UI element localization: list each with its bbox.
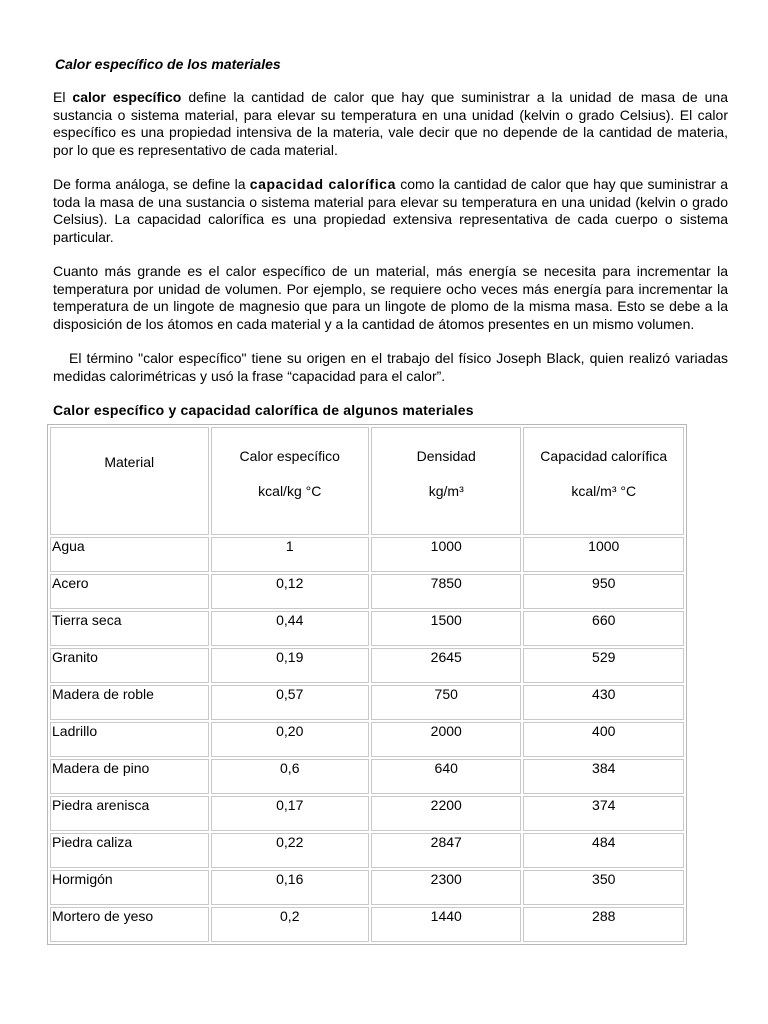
header-label: Material: [104, 454, 155, 470]
cell-material: Granito: [50, 648, 209, 683]
cell-densidad: 750: [371, 685, 521, 720]
cell-calor-especifico: 0,57: [211, 685, 370, 720]
document-page: [53, 56, 728, 945]
table-row: [50, 611, 684, 646]
bold-term: calor específico: [72, 89, 182, 105]
cell-calor-especifico: 0,19: [211, 648, 370, 683]
cell-material: Madera de roble: [50, 685, 209, 720]
table-row: [50, 796, 684, 831]
cell-capacidad-calorifica: 430: [523, 685, 684, 720]
table-row: [50, 537, 684, 572]
cell-calor-especifico: 0,16: [211, 870, 370, 905]
cell-calor-especifico: 0,20: [211, 722, 370, 757]
cell-material: Hormigón: [50, 870, 209, 905]
table-title: Calor específico y capacidad calorífica de algunos materiales: [53, 402, 474, 418]
cell-capacidad-calorifica: 1000: [523, 537, 684, 572]
table-row: [50, 833, 684, 868]
table-row: [50, 907, 684, 942]
cell-material: Ladrillo: [50, 722, 209, 757]
cell-densidad: 2847: [371, 833, 521, 868]
table-row: [50, 574, 684, 609]
cell-densidad: 640: [371, 759, 521, 794]
header-label: Capacidad calorífica: [540, 448, 668, 464]
cell-capacidad-calorifica: 529: [523, 648, 684, 683]
cell-densidad: 2645: [371, 648, 521, 683]
header-calor-especifico: [211, 427, 370, 535]
cell-calor-especifico: 1: [211, 537, 370, 572]
cell-material: Agua: [50, 537, 209, 572]
header-label: Calor específico: [239, 448, 340, 464]
cell-densidad: 1000: [371, 537, 521, 572]
cell-densidad: 1440: [371, 907, 521, 942]
paragraph-text: De forma análoga, se define la: [53, 176, 250, 192]
header-unit: kcal/m³ °C: [571, 483, 637, 499]
cell-capacidad-calorifica: 660: [523, 611, 684, 646]
paragraph-text: El: [53, 89, 73, 105]
header-capacidad-calorifica: [523, 427, 684, 535]
cell-densidad: 1500: [371, 611, 521, 646]
paragraph-text: define la cantidad de calor que hay que suministrar a la unidad de masa de una sustancia o sistema material, para elevar su temperatura en una unidad (kelvin o grado Celsius). El calor específico es una propiedad intensiva de la materia, vale decir que no depende de la cantidad de materia, por lo que es representativo de cada material.: [53, 89, 729, 158]
cell-calor-especifico: 0,6: [211, 759, 370, 794]
bold-term: capacidad calorífica: [249, 176, 396, 192]
cell-calor-especifico: 0,22: [211, 833, 370, 868]
header-densidad: [371, 427, 521, 535]
header-label: Densidad: [416, 448, 476, 464]
table-row: [50, 648, 684, 683]
paragraph-energia: Cuanto más grande es el calor específico de un material, más energía se necesita para incrementar la temperatura por unidad de volumen. Por ejemplo, se requiere ocho veces más energía para incrementar la temperatura de un lingote de magnesio que para un lingote de plomo de la misma masa. Esto se debe a la disposición de los átomos en cada material y a la cantidad de átomos presentes en un mismo volumen.: [53, 263, 728, 332]
header-unit: kg/m³: [428, 483, 464, 499]
table-row: [50, 722, 684, 757]
cell-densidad: 2000: [371, 722, 521, 757]
materials-table: [47, 424, 687, 945]
header-unit: kcal/kg °C: [258, 483, 322, 499]
table-row: [50, 870, 684, 905]
cell-capacidad-calorifica: 384: [523, 759, 684, 794]
cell-calor-especifico: 0,12: [211, 574, 370, 609]
cell-material: Madera de pino: [50, 759, 209, 794]
cell-calor-especifico: 0,17: [211, 796, 370, 831]
cell-calor-especifico: 0,44: [211, 611, 370, 646]
cell-densidad: 2200: [371, 796, 521, 831]
cell-capacidad-calorifica: 350: [523, 870, 684, 905]
cell-capacidad-calorifica: 950: [523, 574, 684, 609]
paragraph-text: como la cantidad de calor que hay que suministrar a toda la masa de una sustancia o sistema material para elevar su temperatura en una unidad (kelvin o grado Celsius). La capacidad calorífica es una propiedad extensiva representativa de cada cuerpo o sistema particular.: [53, 176, 729, 245]
cell-densidad: 2300: [371, 870, 521, 905]
paragraph-calor-especifico: [53, 89, 728, 159]
paragraph-joseph-black: El término "calor específico" tiene su origen en el trabajo del físico Joseph Black, quien realizó variadas medidas calorimétricas y usó la frase “capacidad para el calor”.: [53, 350, 728, 384]
cell-capacidad-calorifica: 400: [523, 722, 684, 757]
document-title: Calor específico de los materiales: [55, 56, 281, 72]
table-row: [50, 685, 684, 720]
cell-capacidad-calorifica: 484: [523, 833, 684, 868]
cell-capacidad-calorifica: 288: [523, 907, 684, 942]
cell-material: Piedra caliza: [50, 833, 209, 868]
cell-material: Mortero de yeso: [50, 907, 209, 942]
cell-capacidad-calorifica: 374: [523, 796, 684, 831]
table-row: [50, 759, 684, 794]
table-header-row: [50, 427, 684, 535]
cell-densidad: 7850: [371, 574, 521, 609]
table-body: [50, 537, 684, 942]
cell-material: Tierra seca: [50, 611, 209, 646]
header-material: [50, 427, 209, 535]
paragraph-capacidad-calorifica: [53, 176, 728, 246]
cell-material: Piedra arenisca: [50, 796, 209, 831]
cell-calor-especifico: 0,2: [211, 907, 370, 942]
cell-material: Acero: [50, 574, 209, 609]
